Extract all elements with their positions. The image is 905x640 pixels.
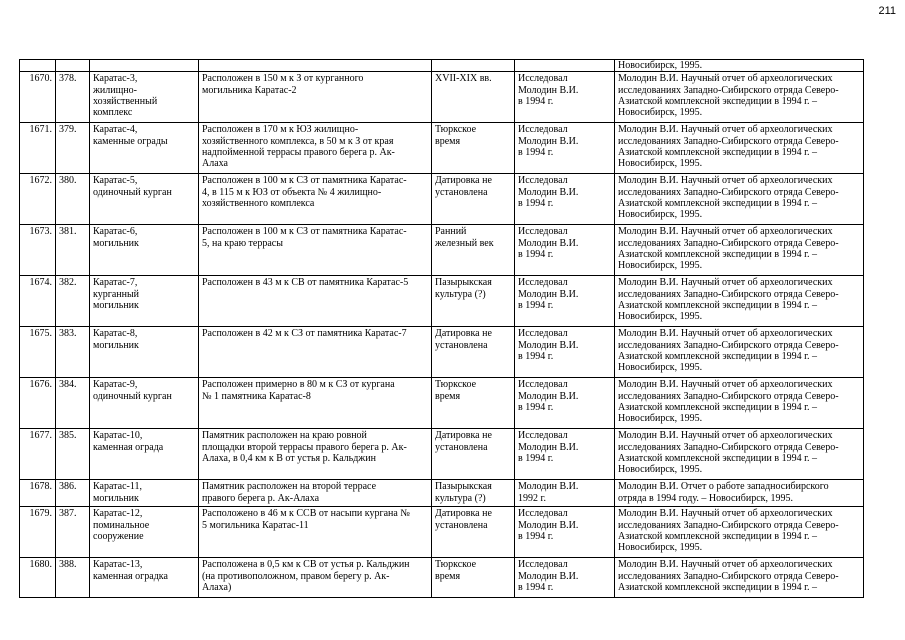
cell-researcher: Исследовал Молодин В.И. в 1994 г.	[515, 429, 615, 480]
cell-num: 1670.	[20, 72, 56, 123]
cell-researcher: Исследовал Молодин В.И. в 1994 г.	[515, 174, 615, 225]
cell-reg: 381.	[56, 225, 90, 276]
cell-researcher: Исследовал Молодин В.И. в 1994 г.	[515, 558, 615, 598]
cell-dating: XVII-XIX вв.	[432, 72, 515, 123]
cell-name: Каратас-13, каменная оградка	[90, 558, 199, 598]
cell-num: 1680.	[20, 558, 56, 598]
cell-literature: Молодин В.И. Отчет о работе западносибирского отряда в 1994 году. – Новосибирск, 1995.	[615, 480, 864, 507]
cell-location: Расположено в 46 м к ССВ от насыпи кургана № 5 могильника Каратас-11	[199, 507, 432, 558]
cell-num	[20, 60, 56, 72]
cell-num: 1679.	[20, 507, 56, 558]
table-row	[20, 378, 864, 429]
cell-name: Каратас-3, жилищно- хозяйственный комплекс	[90, 72, 199, 123]
table-row	[20, 123, 864, 174]
cell-name: Каратас-9, одиночный курган	[90, 378, 199, 429]
table-row	[20, 225, 864, 276]
cell-researcher: Исследовал Молодин В.И. в 1994 г.	[515, 378, 615, 429]
table-row-continuation	[20, 60, 864, 72]
cell-dating: Датировка не установлена	[432, 327, 515, 378]
cell-location	[199, 60, 432, 72]
cell-num: 1672.	[20, 174, 56, 225]
cell-reg: 380.	[56, 174, 90, 225]
monuments-table	[19, 59, 864, 598]
cell-dating: Тюркское время	[432, 558, 515, 598]
cell-location: Расположен примерно в 80 м к СЗ от кургана № 1 памятника Каратас-8	[199, 378, 432, 429]
cell-num: 1671.	[20, 123, 56, 174]
cell-num: 1678.	[20, 480, 56, 507]
cell-location: Расположена в 0,5 км к СВ от устья р. Кальджин (на противоположном, правом берегу р. Ак- Алаха)	[199, 558, 432, 598]
cell-location: Расположен в 170 м к ЮЗ жилищно- хозяйственного комплекса, в 50 м к З от края надпойменной террасы правого берега р. Ак- Алаха	[199, 123, 432, 174]
cell-reg	[56, 60, 90, 72]
cell-literature: Молодин В.И. Научный отчет об археологических исследованиях Западно-Сибирского отряда Северо- Азиатской комплексной экспедиции в 1994 г. – Новосибирск, 1995.	[615, 123, 864, 174]
cell-name: Каратас-6, могильник	[90, 225, 199, 276]
page-number: 211	[878, 5, 896, 17]
cell-literature: Молодин В.И. Научный отчет об археологических исследованиях Западно-Сибирского отряда Северо- Азиатской комплексной экспедиции в 1994 г. – Новосибирск, 1995.	[615, 72, 864, 123]
cell-location: Расположен в 100 м к СЗ от памятника Каратас- 5, на краю террасы	[199, 225, 432, 276]
cell-dating: Датировка не установлена	[432, 174, 515, 225]
cell-num: 1675.	[20, 327, 56, 378]
cell-literature: Молодин В.И. Научный отчет об археологических исследованиях Западно-Сибирского отряда Северо- Азиатской комплексной экспедиции в 1994 г. – Новосибирск, 1995.	[615, 327, 864, 378]
cell-num: 1676.	[20, 378, 56, 429]
cell-reg: 378.	[56, 72, 90, 123]
cell-name: Каратас-12, поминальное сооружение	[90, 507, 199, 558]
cell-researcher: Исследовал Молодин В.И. в 1994 г.	[515, 327, 615, 378]
cell-researcher: Исследовал Молодин В.И. в 1994 г.	[515, 72, 615, 123]
cell-location: Расположен в 150 м к З от курганного могильника Каратас-2	[199, 72, 432, 123]
cell-name: Каратас-11, могильник	[90, 480, 199, 507]
table-row	[20, 558, 864, 598]
cell-dating: Тюркское время	[432, 123, 515, 174]
cell-dating	[432, 60, 515, 72]
cell-dating: Ранний железный век	[432, 225, 515, 276]
cell-name: Каратас-5, одиночный курган	[90, 174, 199, 225]
cell-reg: 388.	[56, 558, 90, 598]
cell-researcher	[515, 60, 615, 72]
cell-reg: 383.	[56, 327, 90, 378]
cell-researcher: Исследовал Молодин В.И. в 1994 г.	[515, 507, 615, 558]
cell-researcher: Молодин В.И. 1992 г.	[515, 480, 615, 507]
cell-reg: 384.	[56, 378, 90, 429]
cell-name: Каратас-7, курганный могильник	[90, 276, 199, 327]
cell-location: Памятник расположен на второй террасе правого берега р. Ак-Алаха	[199, 480, 432, 507]
cell-reg: 386.	[56, 480, 90, 507]
cell-name: Каратас-10, каменная ограда	[90, 429, 199, 480]
table-row	[20, 327, 864, 378]
cell-reg: 382.	[56, 276, 90, 327]
cell-dating: Датировка не установлена	[432, 507, 515, 558]
cell-location: Расположен в 100 м к СЗ от памятника Каратас- 4, в 115 м к ЮЗ от объекта № 4 жилищно- хозяйственного комплекса	[199, 174, 432, 225]
cell-num: 1677.	[20, 429, 56, 480]
cell-dating: Тюркское время	[432, 378, 515, 429]
table-row	[20, 276, 864, 327]
cell-researcher: Исследовал Молодин В.И. в 1994 г.	[515, 123, 615, 174]
cell-location: Расположен в 43 м к СВ от памятника Каратас-5	[199, 276, 432, 327]
cell-dating: Пазырыкская культура (?)	[432, 480, 515, 507]
cell-num: 1673.	[20, 225, 56, 276]
cell-literature: Молодин В.И. Научный отчет об археологических исследованиях Западно-Сибирского отряда Северо- Азиатской комплексной экспедиции в 1994 г. – Новосибирск, 1995.	[615, 225, 864, 276]
table-row	[20, 429, 864, 480]
cell-researcher: Исследовал Молодин В.И. в 1994 г.	[515, 225, 615, 276]
cell-literature: Молодин В.И. Научный отчет об археологических исследованиях Западно-Сибирского отряда Северо- Азиатской комплексной экспедиции в 1994 г. –	[615, 558, 864, 598]
cell-literature: Молодин В.И. Научный отчет об археологических исследованиях Западно-Сибирского отряда Северо- Азиатской комплексной экспедиции в 1994 г. – Новосибирск, 1995.	[615, 276, 864, 327]
cell-name	[90, 60, 199, 72]
cell-dating: Пазырыкская культура (?)	[432, 276, 515, 327]
cell-num: 1674.	[20, 276, 56, 327]
cell-dating: Датировка не установлена	[432, 429, 515, 480]
table-row	[20, 174, 864, 225]
cell-location: Расположен в 42 м к СЗ от памятника Каратас-7	[199, 327, 432, 378]
cell-literature: Молодин В.И. Научный отчет об археологических исследованиях Западно-Сибирского отряда Северо- Азиатской комплексной экспедиции в 1994 г. – Новосибирск, 1995.	[615, 378, 864, 429]
cell-literature: Молодин В.И. Научный отчет об археологических исследованиях Западно-Сибирского отряда Северо- Азиатской комплексной экспедиции в 1994 г. – Новосибирск, 1995.	[615, 507, 864, 558]
cell-literature: Молодин В.И. Научный отчет об археологических исследованиях Западно-Сибирского отряда Северо- Азиатской комплексной экспедиции в 1994 г. – Новосибирск, 1995.	[615, 174, 864, 225]
cell-reg: 387.	[56, 507, 90, 558]
table-row	[20, 507, 864, 558]
cell-researcher: Исследовал Молодин В.И. в 1994 г.	[515, 276, 615, 327]
table-row	[20, 72, 864, 123]
cell-literature: Молодин В.И. Научный отчет об археологических исследованиях Западно-Сибирского отряда Северо- Азиатской комплексной экспедиции в 1994 г. – Новосибирск, 1995.	[615, 429, 864, 480]
cell-reg: 385.	[56, 429, 90, 480]
cell-name: Каратас-8, могильник	[90, 327, 199, 378]
cell-literature: Новосибирск, 1995.	[615, 60, 864, 72]
cell-location: Памятник расположен на краю ровной площадки второй террасы правого берега р. Ак- Алаха, в 0,4 км к В от устья р. Кальджин	[199, 429, 432, 480]
table-row	[20, 480, 864, 507]
cell-name: Каратас-4, каменные ограды	[90, 123, 199, 174]
cell-reg: 379.	[56, 123, 90, 174]
